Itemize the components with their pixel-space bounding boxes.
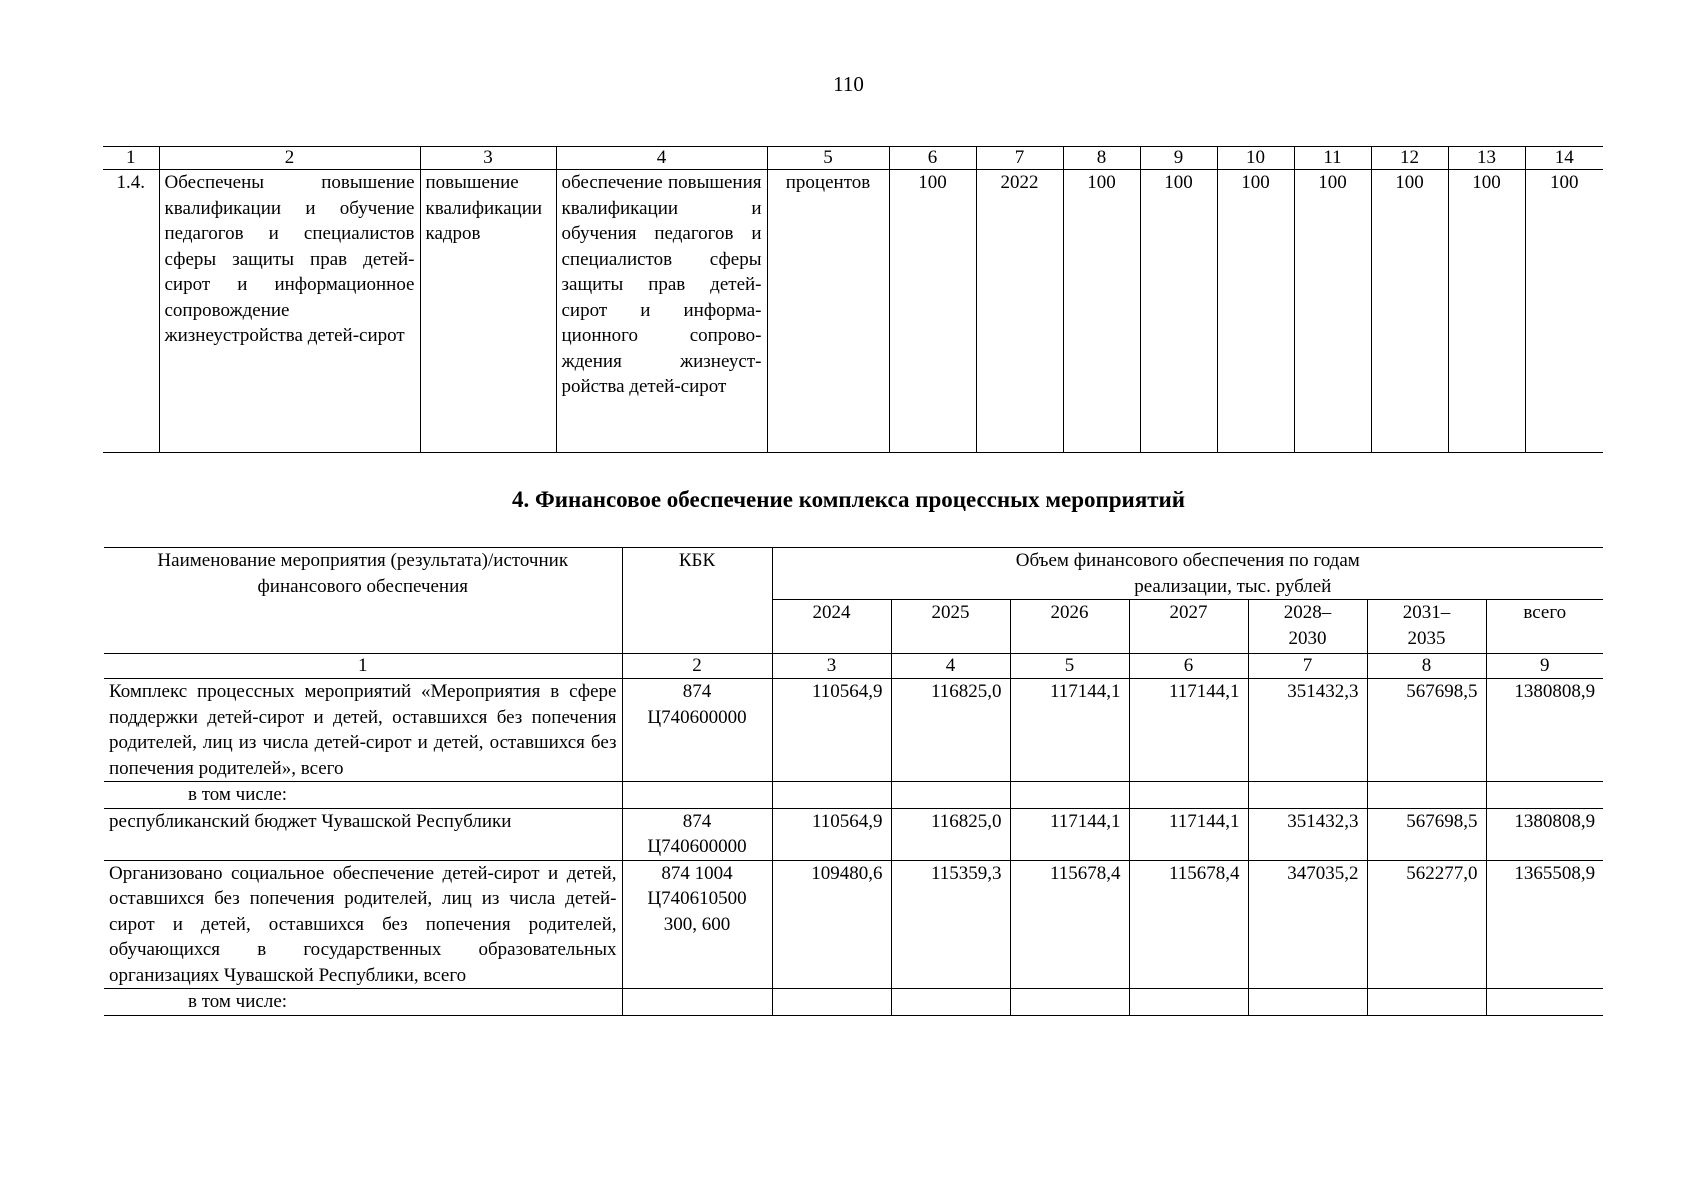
col-number: 11 (1294, 147, 1371, 170)
activity-name: Комплекс процессных мероприятий «Мероприятия в сфере поддержки детей-сирот и детей, оставшихся без попечения родителей, лиц из числа детей-сирот и детей, оставшихся без попечения родителей», всего (104, 679, 622, 782)
subheader-row (104, 989, 1603, 1016)
value-cell: 100 (1217, 170, 1294, 453)
indicator-cell: повышение квалификации кадров (420, 170, 556, 453)
value-cell: 351432,3 (1248, 679, 1367, 782)
table-row (104, 679, 1603, 782)
table-row (104, 808, 1603, 860)
header-kbk: КБК (622, 548, 772, 654)
value-cell: 117144,1 (1010, 808, 1129, 860)
value-cell: 100 (1371, 170, 1448, 453)
value-cell: 562277,0 (1367, 860, 1486, 989)
value-cell: 110564,9 (772, 808, 891, 860)
value-cell: 116825,0 (891, 808, 1010, 860)
col-number: 2 (622, 654, 772, 679)
value-cell: 110564,9 (772, 679, 891, 782)
table-row (103, 170, 1603, 453)
section-title: 4. Финансовое обеспечение комплекса процессных мероприятий (511, 487, 1186, 512)
base-year-cell: 2022 (976, 170, 1063, 453)
value-cell: 351432,3 (1248, 808, 1367, 860)
value-cell: 117144,1 (1129, 679, 1248, 782)
column-number-row (104, 654, 1603, 679)
col-number: 3 (420, 147, 556, 170)
value-cell: 1365508,9 (1486, 860, 1603, 989)
col-number: 6 (1129, 654, 1248, 679)
row-number: 1.4. (103, 170, 159, 453)
subheader-row (104, 782, 1603, 809)
page-number: 110 (833, 72, 864, 96)
value-cell: 115678,4 (1010, 860, 1129, 989)
kbk-cell: 874 Ц740600000 (622, 679, 772, 782)
header-volume (772, 548, 1603, 600)
col-number: 1 (103, 147, 159, 170)
col-number: 12 (1371, 147, 1448, 170)
activity-name: республиканский бюджет Чувашской Республики (104, 808, 622, 860)
col-number: 8 (1367, 654, 1486, 679)
col-number: 10 (1217, 147, 1294, 170)
value-cell: 117144,1 (1129, 808, 1248, 860)
col-number: 9 (1486, 654, 1603, 679)
description-cell: обеспечение повышения квалификации и обучения педагогов и специалистов сферы защиты прав детей-сирот и информационного сопровождения жизнеустройства детей-сирот (556, 170, 767, 453)
value-cell: 567698,5 (1367, 808, 1486, 860)
year-header: 2031– 2035 (1367, 600, 1486, 654)
value-cell: 1380808,9 (1486, 679, 1603, 782)
col-number: 7 (1248, 654, 1367, 679)
value-cell: 567698,5 (1367, 679, 1486, 782)
column-number-row (103, 147, 1603, 170)
year-header: всего (1486, 600, 1603, 654)
year-header: 2026 (1010, 600, 1129, 654)
col-number: 4 (556, 147, 767, 170)
value-cell: 347035,2 (1248, 860, 1367, 989)
base-value-cell: 100 (889, 170, 976, 453)
value-cell: 117144,1 (1010, 679, 1129, 782)
col-number: 8 (1063, 147, 1140, 170)
activity-name: Организовано социальное обеспечение детей-сирот и детей, оставшихся без попечения родителей, лиц из числа детей-сирот и детей, оставшихся без попечения родителей, обучающихся в государственных образовательных организациях Чувашской Республики, всего (104, 860, 622, 989)
value-cell: 109480,6 (772, 860, 891, 989)
value-cell: 115359,3 (891, 860, 1010, 989)
subheader-label: в том числе: (104, 782, 622, 809)
value-cell: 115678,4 (1129, 860, 1248, 989)
col-number: 1 (104, 654, 622, 679)
year-header: 2028– 2030 (1248, 600, 1367, 654)
header-name: Наименование мероприятия (результата)/источник финансового обеспечения (104, 548, 622, 654)
col-number: 7 (976, 147, 1063, 170)
header-row (104, 548, 1603, 600)
indicators-table (103, 146, 1603, 453)
unit-cell: процентов (767, 170, 889, 453)
value-cell: 100 (1525, 170, 1603, 453)
value-cell: 116825,0 (891, 679, 1010, 782)
financing-table (104, 547, 1603, 1016)
value-cell: 100 (1063, 170, 1140, 453)
header-volume-line2: реализации, тыс. рублей (1134, 575, 1332, 597)
year-header: 2027 (1129, 600, 1248, 654)
col-number: 14 (1525, 147, 1603, 170)
col-number: 6 (889, 147, 976, 170)
col-number: 5 (767, 147, 889, 170)
kbk-cell: 874 1004 Ц740610500 300, 600 (622, 860, 772, 989)
value-cell: 100 (1294, 170, 1371, 453)
header-volume-line1: Объем финансового обеспечения по годам (1015, 550, 1360, 571)
table-row (104, 860, 1603, 989)
value-cell: 1380808,9 (1486, 808, 1603, 860)
col-number: 2 (159, 147, 420, 170)
value-cell: 100 (1140, 170, 1217, 453)
col-number: 4 (891, 654, 1010, 679)
year-header: 2025 (891, 600, 1010, 654)
value-cell: 100 (1448, 170, 1525, 453)
col-number: 13 (1448, 147, 1525, 170)
kbk-cell: 874 Ц740600000 (622, 808, 772, 860)
col-number: 5 (1010, 654, 1129, 679)
col-number: 9 (1140, 147, 1217, 170)
col-number: 3 (772, 654, 891, 679)
year-header: 2024 (772, 600, 891, 654)
subheader-label: в том числе: (104, 989, 622, 1016)
result-cell: Обеспечены повышение квалификации и обучение педагогов и специалистов сферы защиты прав детей-сирот и информационное сопровождение жизнеустройства детей-сирот (159, 170, 420, 453)
